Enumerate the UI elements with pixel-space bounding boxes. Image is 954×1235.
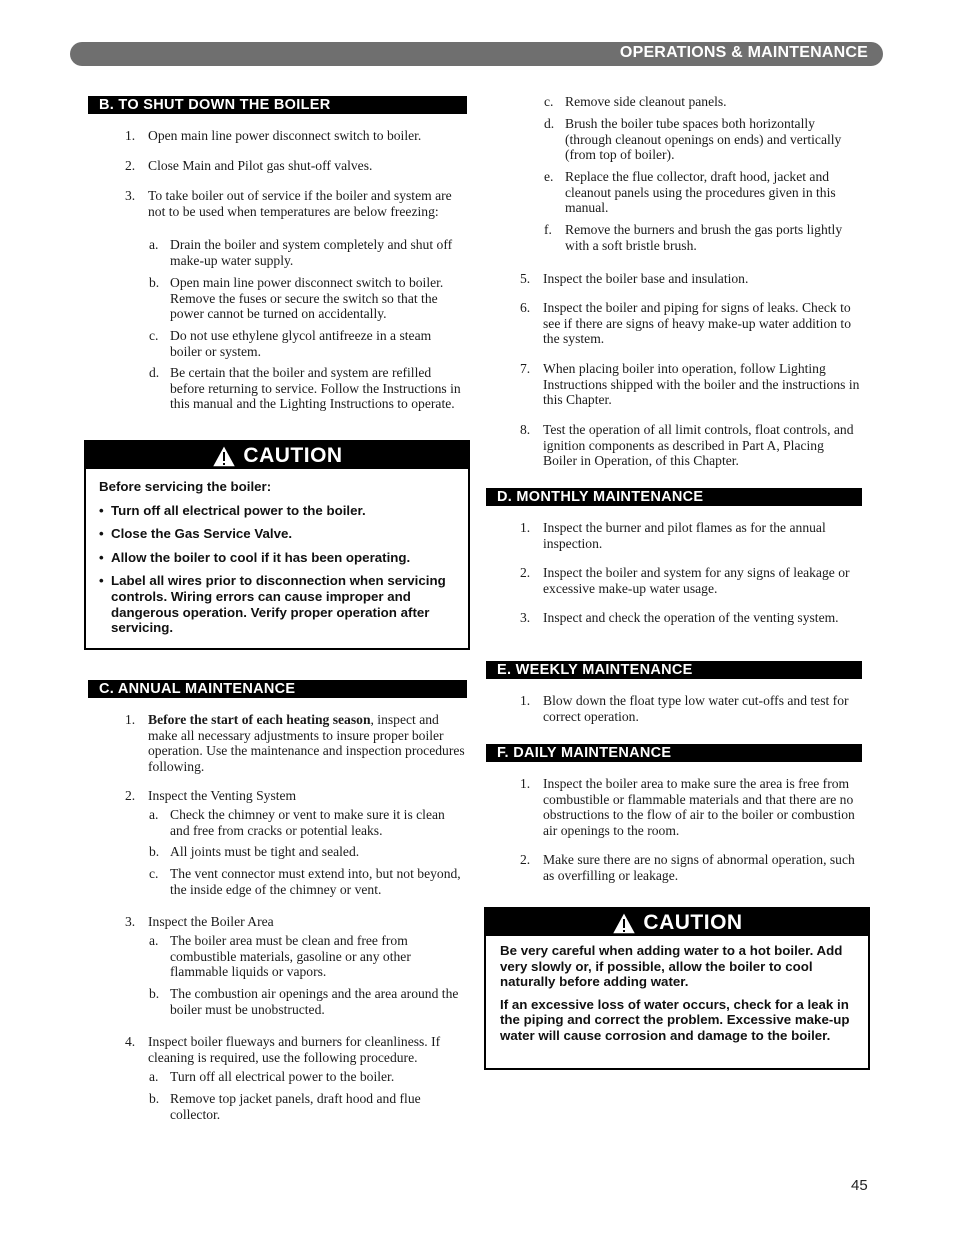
list-item — [125, 188, 465, 219]
list-subitem — [149, 807, 465, 838]
section-c — [88, 680, 467, 698]
subitem-text: Brush the boiler tube spaces both horizontally (through cleanout openings on ends) and vertically (from top of boiler). — [565, 116, 842, 163]
section-c-title: C. ANNUAL MAINTENANCE — [88, 680, 467, 698]
item-number: 1. — [125, 712, 136, 727]
header-banner — [70, 42, 883, 66]
subitem-text: All joints must be tight and sealed. — [170, 844, 360, 859]
subitem-letter: b. — [149, 275, 160, 290]
subitem-letter: b. — [149, 986, 160, 1001]
item-number: 3. — [520, 610, 531, 625]
list-item — [520, 422, 860, 469]
page-number: 45 — [851, 1177, 868, 1194]
caution-bullet-text: Turn off all electrical power to the boiler. — [111, 502, 366, 518]
list-item — [125, 712, 466, 774]
list-subitem — [544, 222, 860, 253]
subitem-letter: c. — [149, 328, 159, 343]
item-number: 2. — [125, 788, 136, 803]
item-text: Make sure there are no signs of abnormal operation, such as overfilling or leakage. — [543, 852, 855, 883]
caution-bullet-text: Allow the boiler to cool if it has been operating. — [111, 549, 411, 565]
caution-header — [486, 909, 868, 936]
section-e — [486, 661, 862, 679]
section-d-title: D. MONTHLY MAINTENANCE — [486, 488, 862, 506]
item-text: Inspect the boiler area to make sure the area is free from combustible or flammable materials and that there are no obstructions to the flow of air to the boiler or combustion air openings to the room. — [543, 776, 855, 838]
caution-bullet: • Close the Gas Service Valve. — [99, 526, 293, 542]
list-subitem — [149, 275, 465, 322]
item-number: 5. — [520, 271, 531, 286]
list-subitem — [149, 866, 465, 897]
subitem-text: Remove top jacket panels, draft hood and flue collector. — [170, 1091, 421, 1122]
caution-bullet-text: Close the Gas Service Valve. — [111, 526, 293, 542]
list-item — [520, 610, 860, 626]
item-number: 3. — [125, 188, 136, 203]
item-text: Inspect the burner and pilot flames as for the annual inspection. — [543, 520, 826, 551]
item-bold-text: Before the start of each heating season — [148, 712, 371, 727]
subitem-letter: c. — [149, 866, 159, 881]
list-item — [125, 788, 466, 804]
section-e-title: E. WEEKLY MAINTENANCE — [486, 661, 862, 679]
item-number: 3. — [125, 914, 136, 929]
caution-bullet: • Label all wires prior to disconnection when servicing controls. Wiring errors can cause improper and dangerous operation. Verify proper operation after servicing. — [99, 573, 454, 635]
caution-intro: Before servicing the boiler: — [99, 479, 272, 494]
subitem-letter: b. — [149, 1091, 160, 1106]
caution-bullet: • Allow the boiler to cool if it has been operating. — [99, 549, 411, 565]
caution-box — [84, 440, 470, 650]
subitem-text: The combustion air openings and the area around the boiler must be unobstructed. — [170, 986, 459, 1017]
list-item — [125, 1034, 466, 1065]
caution-title: CAUTION — [243, 443, 343, 467]
caution-bullet-text: Label all wires prior to disconnection when servicing controls. Wiring errors can cause improper and dangerous operation. Verify proper operation after servicing. — [111, 573, 446, 636]
list-item — [125, 128, 465, 144]
section-b — [88, 96, 467, 114]
list-subitem — [149, 986, 465, 1017]
list-subitem — [149, 1091, 465, 1122]
warning-triangle-icon — [611, 911, 637, 935]
caution-header — [86, 442, 468, 469]
item-number: 2. — [520, 852, 531, 867]
subitem-letter: e. — [544, 169, 554, 184]
list-subitem — [544, 116, 860, 163]
subitem-letter: a. — [149, 237, 159, 252]
item-number: 8. — [520, 422, 531, 437]
warning-triangle-icon — [211, 444, 237, 468]
item-text: To take boiler out of service if the boiler and system are not to be used when temperatures are below freezing: — [148, 188, 452, 219]
subitem-letter: a. — [149, 807, 159, 822]
list-subitem — [544, 94, 860, 110]
caution-paragraph: If an excessive loss of water occurs, check for a leak in the piping and correct the problem. Excessive make-up water will cause corrosion and damage to the boiler. — [500, 996, 850, 1043]
subitem-letter: d. — [149, 365, 160, 380]
list-subitem — [149, 933, 465, 980]
item-number: 7. — [520, 361, 531, 376]
section-f-title: F. DAILY MAINTENANCE — [486, 744, 862, 762]
subitem-text: Be certain that the boiler and system are refilled before returning to service. Follow the Instructions in this manual and the Lighting Instructions to operate. — [170, 365, 461, 412]
item-text: Inspect the boiler and piping for signs of leaks. Check to see if there are signs of heavy make-up water addition to the system. — [543, 300, 852, 347]
list-subitem — [149, 237, 465, 268]
list-subitem — [149, 365, 465, 412]
item-text: Close Main and Pilot gas shut-off valves. — [148, 158, 373, 173]
item-text: When placing boiler into operation, follow Lighting Instructions shipped with the boiler and the instructions in this Chapter. — [543, 361, 860, 408]
item-text: Blow down the float type low water cut-offs and test for correct operation. — [543, 693, 849, 724]
list-item — [520, 271, 860, 287]
subitem-text: The boiler area must be clean and free from combustible materials, gasoline or any other flammable liquids or vapors. — [170, 933, 411, 980]
list-item — [520, 565, 860, 596]
section-d — [486, 488, 862, 506]
item-number: 6. — [520, 300, 531, 315]
subitem-letter: a. — [149, 933, 159, 948]
list-subitem — [544, 169, 860, 216]
list-item — [520, 520, 860, 551]
item-text: Inspect the Boiler Area — [148, 914, 274, 929]
subitem-letter: f. — [544, 222, 552, 237]
list-item — [520, 693, 860, 724]
subitem-text: Check the chimney or vent to make sure it is clean and free from cracks or potential leaks. — [170, 807, 445, 838]
subitem-text: Remove side cleanout panels. — [565, 94, 727, 109]
list-subitem — [149, 844, 465, 860]
item-text: Open main line power disconnect switch to boiler. — [148, 128, 422, 143]
item-number: 1. — [520, 520, 531, 535]
caution-paragraph: Be very careful when adding water to a hot boiler. Add very slowly or, if possible, allow the boiler to cool naturally before adding water. — [500, 943, 843, 990]
list-item — [125, 914, 466, 930]
header-title: OPERATIONS & MAINTENANCE — [619, 44, 868, 61]
list-item — [520, 361, 860, 408]
subitem-text: Open main line power disconnect switch to boiler. Remove the fuses or secure the switch so that the power cannot be turned on accidentally. — [170, 275, 444, 322]
item-number: 2. — [125, 158, 136, 173]
caution-title: CAUTION — [643, 910, 743, 934]
list-item — [125, 158, 465, 174]
subitem-text: Do not use ethylene glycol antifreeze in a steam boiler or system. — [170, 328, 432, 359]
item-number: 1. — [520, 776, 531, 791]
item-text: Test the operation of all limit controls, float controls, and ignition components as described in Part A, Placing Boiler in Operation, of this Chapter. — [543, 422, 854, 469]
caution-box-water — [484, 907, 870, 1070]
subitem-text: Remove the burners and brush the gas ports lightly with a soft bristle brush. — [565, 222, 843, 253]
subitem-letter: a. — [149, 1069, 159, 1084]
item-number: 1. — [520, 693, 531, 708]
item-text: , inspect and make all necessary adjustments to insure proper boiler operation. Use the maintenance and inspection procedures following. — [148, 712, 465, 774]
item-text: Inspect and check the operation of the venting system. — [543, 610, 839, 625]
section-f — [486, 744, 862, 762]
section-b-title: B. TO SHUT DOWN THE BOILER — [88, 96, 467, 114]
list-item — [520, 852, 860, 883]
list-item — [520, 300, 860, 347]
item-number: 2. — [520, 565, 531, 580]
list-subitem — [149, 1069, 465, 1085]
list-item — [520, 776, 860, 838]
subitem-letter: d. — [544, 116, 555, 131]
item-number: 1. — [125, 128, 136, 143]
item-text: Inspect boiler flueways and burners for cleanliness. If cleaning is required, use the following procedure. — [148, 1034, 441, 1065]
subitem-text: Turn off all electrical power to the boiler. — [170, 1069, 395, 1084]
subitem-text: Drain the boiler and system completely and shut off make-up water supply. — [170, 237, 453, 268]
list-subitem — [149, 328, 465, 359]
caution-bullet: • Turn off all electrical power to the boiler. — [99, 502, 366, 518]
item-number: 4. — [125, 1034, 136, 1049]
item-text: Inspect the boiler base and insulation. — [543, 271, 749, 286]
subitem-text: Replace the flue collector, draft hood, jacket and cleanout panels using the procedures given in this manual. — [565, 169, 836, 216]
item-text: Inspect the Venting System — [148, 788, 297, 803]
subitem-text: The vent connector must extend into, but not beyond, the inside edge of the chimney or vent. — [170, 866, 461, 897]
subitem-letter: c. — [544, 94, 554, 109]
subitem-letter: b. — [149, 844, 160, 859]
item-text: Inspect the boiler and system for any signs of leakage or excessive make-up water usage. — [543, 565, 850, 596]
